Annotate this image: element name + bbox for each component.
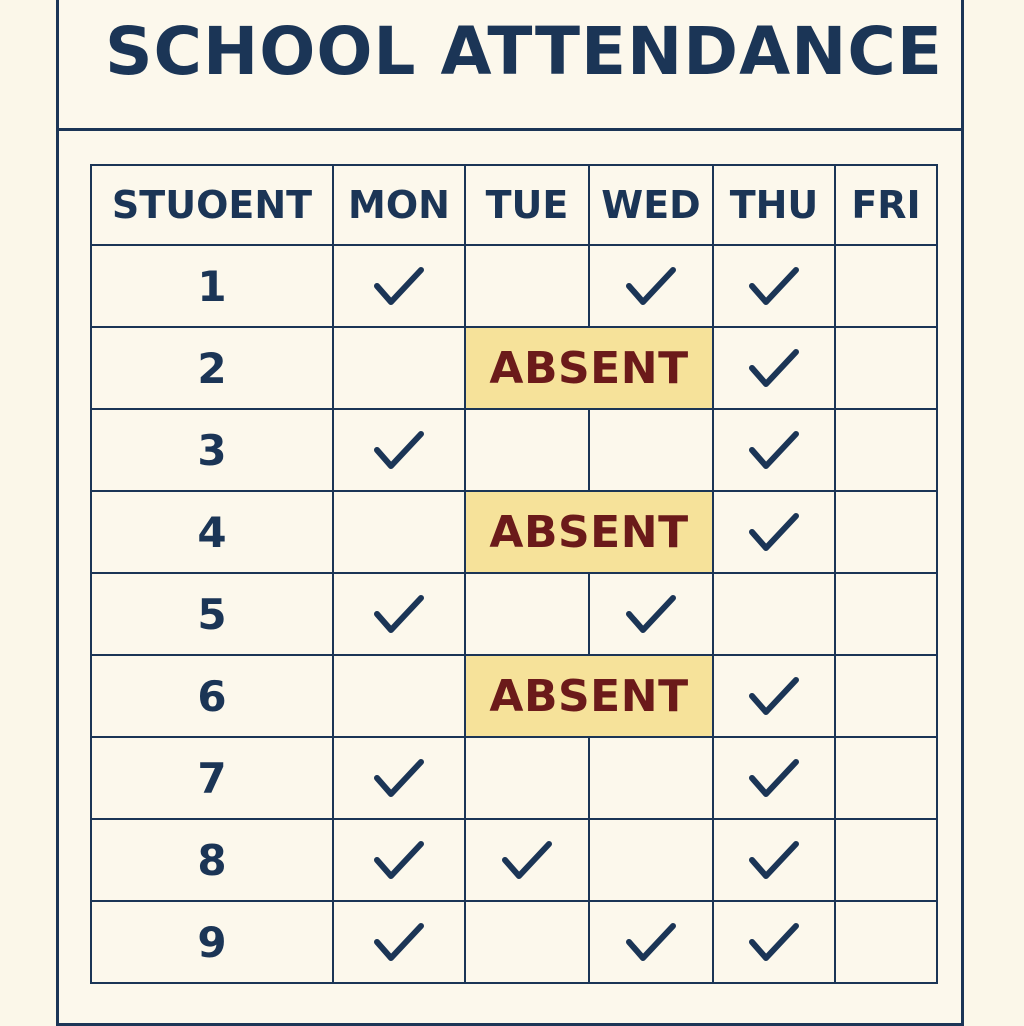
table-cell-wed bbox=[588, 408, 714, 492]
student-number: 8 bbox=[197, 835, 227, 885]
table-cell-mon bbox=[332, 490, 466, 574]
table-cell-mon bbox=[332, 654, 466, 738]
column-header-tue bbox=[464, 164, 590, 246]
student-number: 3 bbox=[197, 425, 227, 475]
table-cell-thu bbox=[712, 900, 836, 984]
checkmark-icon bbox=[748, 264, 800, 308]
table-cell-fri bbox=[834, 736, 938, 820]
table-cell-student bbox=[90, 818, 334, 902]
checkmark-icon bbox=[373, 264, 425, 308]
title-bar bbox=[59, 0, 961, 131]
student-number: 2 bbox=[197, 343, 227, 393]
checkmark-icon bbox=[748, 838, 800, 882]
column-header-mon bbox=[332, 164, 466, 246]
absent-badge: ABSENT bbox=[464, 326, 714, 410]
table-cell-fri bbox=[834, 900, 938, 984]
table-cell-mon bbox=[332, 326, 466, 410]
table-cell-fri bbox=[834, 490, 938, 574]
column-header-wed bbox=[588, 164, 714, 246]
student-number: 5 bbox=[197, 589, 227, 639]
table-cell-mon bbox=[332, 818, 466, 902]
checkmark-icon bbox=[625, 264, 677, 308]
table-cell-student bbox=[90, 572, 334, 656]
absent-badge: ABSENT bbox=[464, 490, 714, 574]
checkmark-icon bbox=[748, 756, 800, 800]
column-header-student bbox=[90, 164, 334, 246]
table-cell-tue bbox=[464, 244, 590, 328]
column-header-fri bbox=[834, 164, 938, 246]
column-header-label: MON bbox=[348, 183, 450, 227]
table-cell-thu bbox=[712, 408, 836, 492]
table-cell-tue bbox=[464, 900, 590, 984]
student-number: 1 bbox=[197, 261, 227, 311]
checkmark-icon bbox=[625, 920, 677, 964]
table-cell-mon bbox=[332, 408, 466, 492]
table-cell-fri bbox=[834, 408, 938, 492]
table-cell-mon bbox=[332, 572, 466, 656]
table-cell-wed bbox=[588, 736, 714, 820]
table-cell-fri bbox=[834, 244, 938, 328]
table-cell-mon bbox=[332, 736, 466, 820]
checkmark-icon bbox=[373, 920, 425, 964]
column-header-label: WED bbox=[601, 183, 701, 227]
table-cell-student bbox=[90, 736, 334, 820]
table-cell-wed bbox=[588, 244, 714, 328]
checkmark-icon bbox=[748, 510, 800, 554]
table-cell-student bbox=[90, 654, 334, 738]
table-cell-student bbox=[90, 326, 334, 410]
table-cell-mon bbox=[332, 244, 466, 328]
table-cell-fri bbox=[834, 818, 938, 902]
checkmark-icon bbox=[748, 346, 800, 390]
table-cell-wed bbox=[588, 572, 714, 656]
student-number: 7 bbox=[197, 753, 227, 803]
table-cell-fri bbox=[834, 326, 938, 410]
column-header-label: THU bbox=[729, 183, 819, 227]
page-title: SCHOOL ATTENDANCE bbox=[105, 13, 943, 90]
column-header-label: STUOENT bbox=[111, 183, 313, 227]
checkmark-icon bbox=[373, 838, 425, 882]
checkmark-icon bbox=[501, 838, 553, 882]
table-cell-thu bbox=[712, 572, 836, 656]
table-cell-student bbox=[90, 900, 334, 984]
student-number: 9 bbox=[197, 917, 227, 967]
checkmark-icon bbox=[625, 592, 677, 636]
table-cell-fri bbox=[834, 654, 938, 738]
checkmark-icon bbox=[373, 756, 425, 800]
table-cell-tue bbox=[464, 736, 590, 820]
table-cell-tue bbox=[464, 572, 590, 656]
table-cell-tue bbox=[464, 408, 590, 492]
student-number: 4 bbox=[197, 507, 227, 557]
table-cell-thu bbox=[712, 326, 836, 410]
table-cell-thu bbox=[712, 244, 836, 328]
table-cell-fri bbox=[834, 572, 938, 656]
table-cell-thu bbox=[712, 654, 836, 738]
student-number: 6 bbox=[197, 671, 227, 721]
table-cell-thu bbox=[712, 818, 836, 902]
table-cell-student bbox=[90, 408, 334, 492]
column-header-label: TUE bbox=[485, 183, 569, 227]
checkmark-icon bbox=[373, 592, 425, 636]
attendance-table bbox=[90, 164, 936, 986]
checkmark-icon bbox=[748, 920, 800, 964]
table-cell-thu bbox=[712, 490, 836, 574]
checkmark-icon bbox=[748, 674, 800, 718]
table-cell-wed bbox=[588, 818, 714, 902]
table-cell-mon bbox=[332, 900, 466, 984]
column-header-thu bbox=[712, 164, 836, 246]
column-header-label: FRI bbox=[851, 183, 921, 227]
table-cell-student bbox=[90, 490, 334, 574]
table-cell-tue bbox=[464, 818, 590, 902]
table-cell-thu bbox=[712, 736, 836, 820]
checkmark-icon bbox=[373, 428, 425, 472]
checkmark-icon bbox=[748, 428, 800, 472]
absent-badge: ABSENT bbox=[464, 654, 714, 738]
table-cell-wed bbox=[588, 900, 714, 984]
table-cell-student bbox=[90, 244, 334, 328]
